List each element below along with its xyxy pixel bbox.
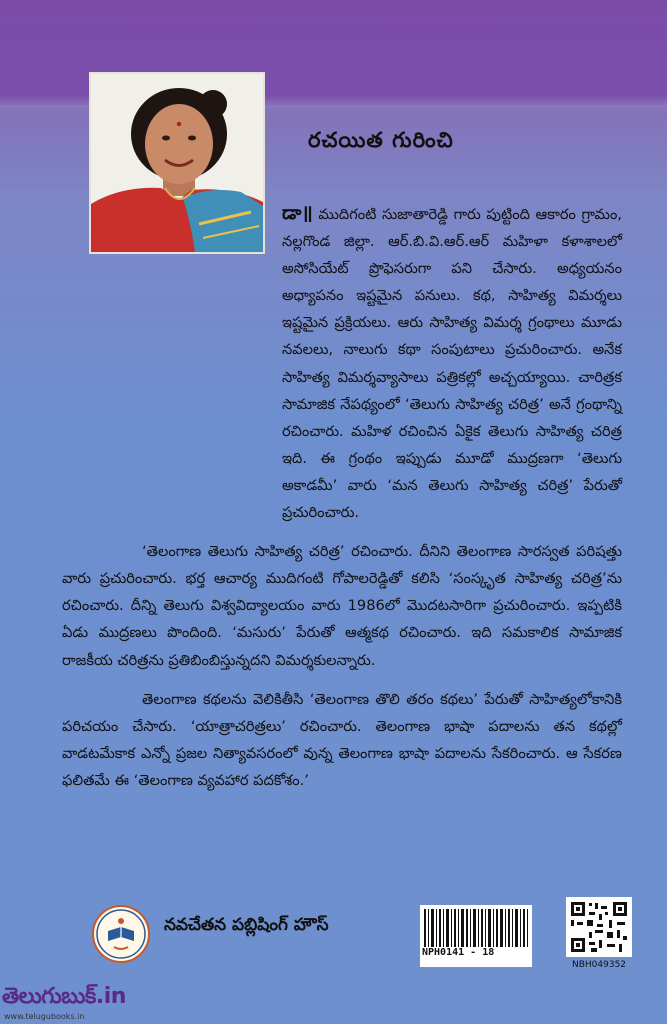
bio-paragraph-1 xyxy=(62,200,622,526)
bio-text-1: ముదిగంటి సుజాతారెడ్డి గారు పుట్టింది ఆకారం గ్రామం, నల్లగొండ జిల్లా. ఆర్.బి.వి.ఆర్.ఆర్ మహిళా కళాశాలలో అసోసియేట్ ప్రొఫెసరుగా పని చేసారు. అధ్యయనం అధ్యాపనం ఇష్టమైన పనులు. కథ, సాహిత్య విమర్శలు ఇష్టమైన ప్రక్రియలు. ఆరు సాహిత్య విమర్శ గ్రంథాలు మూడు నవలలు, నాలుగు కథా సంపుటాలు ప్రచురించారు. అనేక సాహిత్య విమర్శవ్యాసాలు పత్రికల్లో అచ్చయ్యాయి. చారిత్రక సామాజిక నేపథ్యంలో ‘తెలుగు సాహిత్య చరిత్ర’ అనే గ్రంథాన్ని రచించారు. మహిళ రచించిన ఏకైక తెలుగు సాహిత్య చరిత్ర ఇది. ఈ గ్రంథం ఇప్పుడు మూడో ముద్రణగా ‘తెలుగు అకాడమీ’ వారు ‘మన తెలుగు సాహిత్య చరిత్ర’ పేరుతో ప్రచురించారు. xyxy=(282,206,623,522)
bio-title-prefix: డా॥ xyxy=(282,202,313,224)
section-heading: రచయిత గురించి xyxy=(308,128,454,152)
publisher-logo-icon xyxy=(92,905,150,963)
publisher-name: నవచేతన పబ్లిషింగ్ హౌస్ xyxy=(164,915,329,935)
author-bio xyxy=(62,200,622,794)
qr-code-icon xyxy=(566,897,632,957)
website-watermark-url: www.telugubooks.in xyxy=(4,1012,85,1021)
bio-paragraph-2: ‘తెలంగాణ తెలుగు సాహిత్య చరిత్ర’ రచించారు. దీనిని తెలంగాణ సారస్వత పరిషత్తు వారు ప్రచురించారు. భర్త ఆచార్య ముదిగంటి గోపాలరెడ్డితో కలిసి ‘సంస్కృత సాహిత్య చరిత్ర’ను రచించారు. దీన్ని తెలుగు విశ్వవిద్యాలయం వారు 1986లో మొదటసారిగా ప్రచురించారు. ఇప్పటికి ఏడు ముద్రణలు పొందింది. ‘మసురు’ పేరుతో ఆత్మకథ రచించారు. ఇది సమకాలిక సామాజిక రాజకీయ చరిత్రను ప్రతిబింబిస్తున్నదని విమర్శకులన్నారు. xyxy=(62,543,622,669)
website-watermark: తెలుగుబుక్.in xyxy=(2,984,126,1009)
publisher-block xyxy=(92,905,412,953)
qr-code-number: NBH049352 xyxy=(571,960,627,970)
barcode-number: NPH0141 - 18 xyxy=(422,947,495,958)
bio-paragraph-3: తెలంగాణ కథలను వెలికితీసి ‘తెలంగాణ తొలి తరం కథలు’ పేరుతో సాహిత్యలోకానికి పరిచయం చేసారు. ‘యాత్రాచరిత్రలు’ రచించారు. తెలంగాణ భాషా పదాలను తన కథల్లో వాడటమేకాక ఎన్నో ప్రజల నిత్యావసరంలో వున్న తెలంగాణ భాషా పదాలను సేకరించారు. ఆ సేకరణ ఫలితమే ఈ ‘తెలంగాణ వ్యవహార పదకోశం.’ xyxy=(62,690,622,789)
